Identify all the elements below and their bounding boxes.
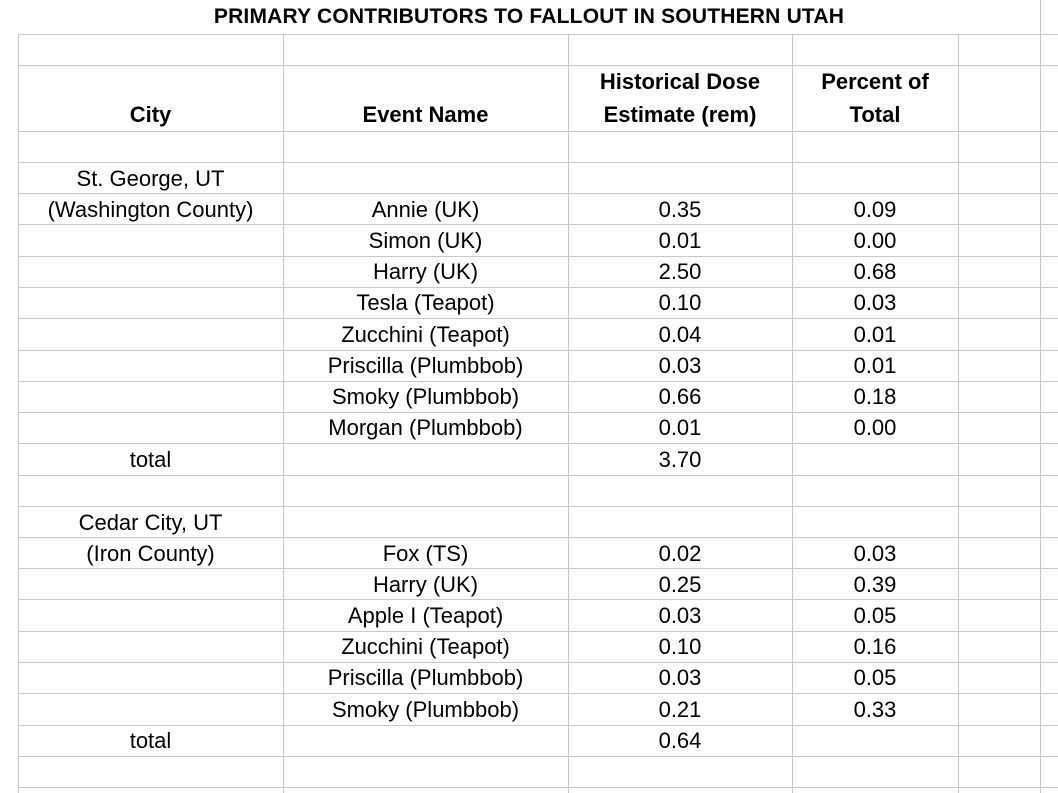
percent-value: 0.00 [853, 228, 897, 253]
percent-value: 0.03 [853, 290, 897, 315]
grid-line [1040, 0, 1041, 793]
grid-line [18, 756, 1058, 757]
city-county: (Washington County) [47, 197, 254, 222]
total-label: total [129, 728, 172, 753]
total-dose-value: 0.64 [658, 728, 702, 753]
grid-line [18, 34, 1058, 35]
grid-line [18, 34, 19, 793]
event-name: Simon (UK) [368, 228, 483, 253]
event-name: Smoky (Plumbbob) [331, 384, 520, 409]
grid-line [18, 787, 1058, 788]
event-name: Harry (UK) [372, 259, 479, 284]
city-name: St. George, UT [76, 166, 225, 191]
percent-value: 0.16 [853, 634, 897, 659]
total-dose-value: 3.70 [658, 447, 702, 472]
event-name: Harry (UK) [372, 572, 479, 597]
dose-value: 0.66 [658, 384, 702, 409]
percent-value: 0.09 [853, 197, 897, 222]
dose-value: 0.04 [658, 322, 702, 347]
total-label: total [129, 447, 172, 472]
event-name: Apple I (Teapot) [347, 603, 504, 628]
header-percent-line2: Total [849, 102, 901, 127]
percent-value: 0.39 [853, 572, 897, 597]
percent-value: 0.01 [853, 353, 897, 378]
header-city: City [129, 102, 172, 127]
event-name: Annie (UK) [371, 197, 480, 222]
percent-value: 0.00 [853, 415, 897, 440]
grid-line [18, 475, 1058, 476]
event-name: Morgan (Plumbbob) [328, 415, 523, 440]
percent-value: 0.68 [853, 259, 897, 284]
dose-value: 0.02 [658, 541, 702, 566]
dose-value: 0.01 [658, 415, 702, 440]
event-name: Priscilla (Plumbbob) [327, 353, 524, 378]
dose-value: 0.03 [658, 665, 702, 690]
dose-value: 2.50 [658, 259, 702, 284]
event-name: Smoky (Plumbbob) [331, 697, 520, 722]
percent-value: 0.01 [853, 322, 897, 347]
page-title: PRIMARY CONTRIBUTORS TO FALLOUT IN SOUTHERN UTAH [213, 5, 845, 28]
event-name: Zucchini (Teapot) [341, 634, 510, 659]
percent-value: 0.33 [853, 697, 897, 722]
dose-value: 0.03 [658, 603, 702, 628]
grid-line [18, 131, 1058, 132]
dose-value: 0.10 [658, 290, 702, 315]
header-percent-line1: Percent of [821, 69, 929, 94]
percent-value: 0.03 [853, 541, 897, 566]
event-name: Zucchini (Teapot) [341, 322, 510, 347]
grid-line [958, 34, 959, 793]
percent-value: 0.18 [853, 384, 897, 409]
header-dose-line1: Historical Dose [599, 69, 761, 94]
dose-value: 0.01 [658, 228, 702, 253]
dose-value: 0.03 [658, 353, 702, 378]
dose-value: 0.25 [658, 572, 702, 597]
event-name: Priscilla (Plumbbob) [327, 665, 524, 690]
event-name: Tesla (Teapot) [356, 290, 495, 315]
percent-value: 0.05 [853, 603, 897, 628]
header-dose-line2: Estimate (rem) [603, 102, 757, 127]
dose-value: 0.10 [658, 634, 702, 659]
dose-value: 0.35 [658, 197, 702, 222]
percent-value: 0.05 [853, 665, 897, 690]
dose-value: 0.21 [658, 697, 702, 722]
city-county: (Iron County) [86, 541, 215, 566]
header-event-name: Event Name [362, 102, 489, 127]
city-name: Cedar City, UT [78, 510, 223, 535]
event-name: Fox (TS) [382, 541, 469, 566]
